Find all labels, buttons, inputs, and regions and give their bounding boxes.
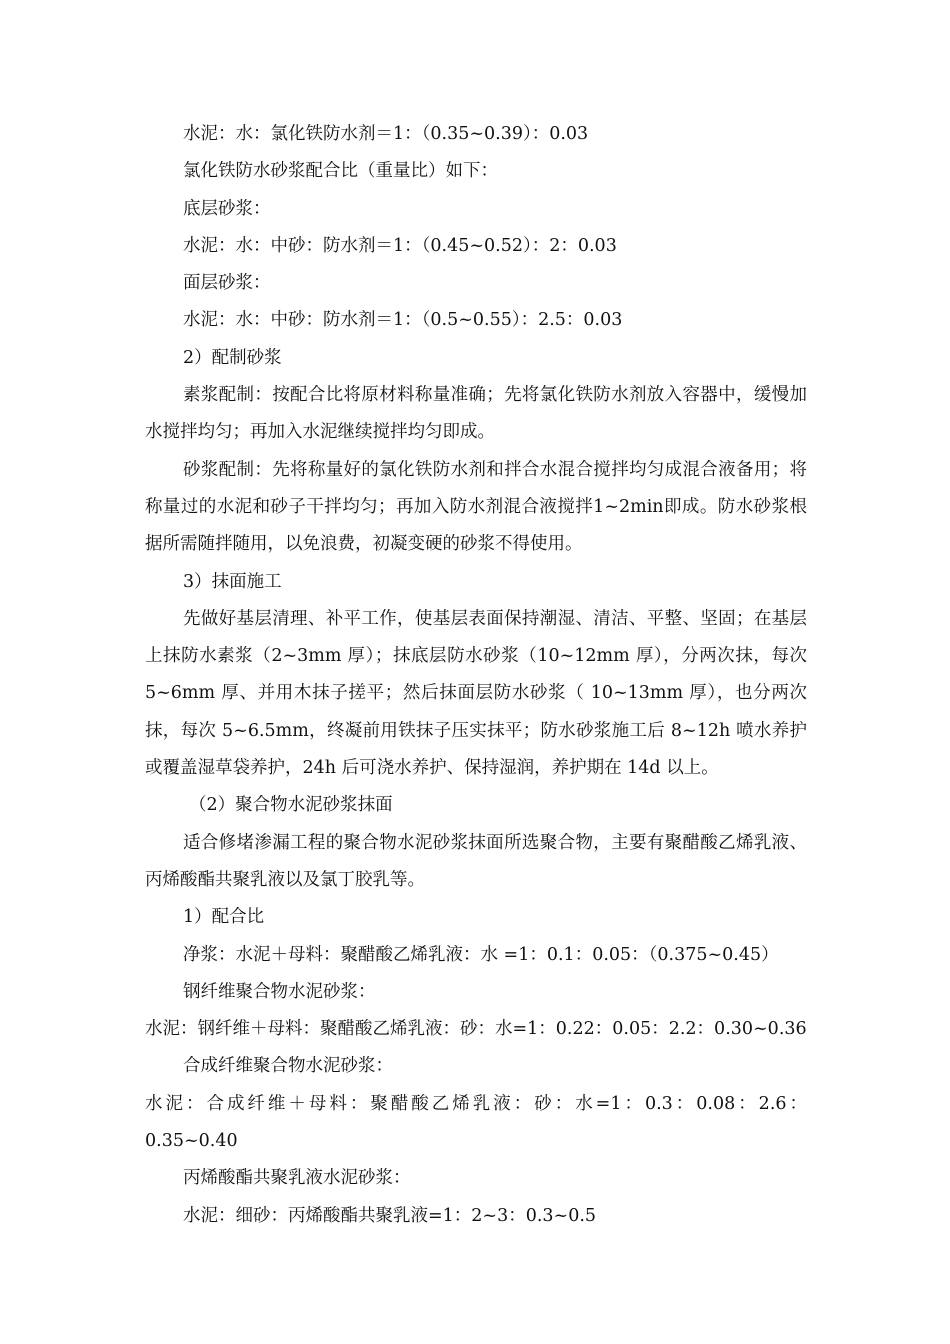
base-layer-heading: 底层砂浆： bbox=[183, 198, 271, 219]
acrylic-emulsion-heading: 丙烯酸酯共聚乳液水泥砂浆： bbox=[183, 1168, 411, 1189]
section-heading-plastering: 3）抹面施工 bbox=[183, 571, 282, 592]
steel-fiber-ratio: 水泥：钢纤维＋母料：聚醋酸乙烯乳液：砂：水=1：0.22：0.05：2.2：0.30~0.36 bbox=[145, 1019, 807, 1040]
paragraph-polymer-intro: 适合修堵渗漏工程的聚合物水泥砂浆抹面所选聚合物，主要有聚醋酸乙烯乳液、丙烯酸酯共聚乳液以及氯丁胶乳等。 bbox=[145, 832, 807, 890]
steel-fiber-heading: 钢纤维聚合物水泥砂浆： bbox=[183, 981, 376, 1002]
acrylic-emulsion-ratio: 水泥：细砂：丙烯酸酯共聚乳液=1：2~3：0.3~0.5 bbox=[183, 1205, 597, 1226]
paragraph-plastering-construction: 先做好基层清理、补平工作，使基层表面保持潮湿、清洁、平整、坚固；在基层上抹防水素浆（2~3mm 厚）；抹底层防水砂浆（10~12mm 厚），分两次抹，每次 5~6mm 厚、并用木抹子搓平；然后抹面层防水砂浆（ 10~13mm 厚），也分两次抹，每次 5~6.5mm，终凝前用铁抹子压实抹平；防水砂浆施工后 8~12h 喷水养护或覆盖湿草袋养护，24h 后可浇水养护、保持湿润，养护期在 14d 以上。 bbox=[145, 608, 807, 779]
surface-layer-ratio: 水泥：水：中砂：防水剂＝1：（0.5~0.55）：2.5：0.03 bbox=[183, 310, 623, 331]
section-heading-mix-ratio: 1）配合比 bbox=[183, 907, 265, 928]
synthetic-fiber-heading: 合成纤维聚合物水泥砂浆： bbox=[183, 1056, 393, 1077]
mix-ratio-paste: 水泥：水：氯化铁防水剂＝1：（0.35~0.39）：0.03 bbox=[183, 124, 589, 144]
section-heading-prepare-mortar: 2）配制砂浆 bbox=[183, 347, 282, 368]
mortar-ratio-intro: 氯化铁防水砂浆配合比（重量比）如下： bbox=[183, 161, 498, 182]
neat-paste-ratio: 净浆：水泥＋母料：聚醋酸乙烯乳液：水 =1：0.1：0.05：（0.375~0.45） bbox=[183, 944, 779, 965]
paragraph-paste-preparation: 素浆配制：按配合比将原材料称量准确；先将氯化铁防水剂放入容器中，缓慢加水搅拌均匀；再加入水泥继续搅拌均匀即成。 bbox=[145, 385, 807, 443]
paragraph-mortar-preparation: 砂浆配制：先将称量好的氯化铁防水剂和拌合水混合搅拌均匀成混合液备用；将称量过的水泥和砂子干拌均匀；再加入防水剂混合液搅拌1~2min即成。防水砂浆根据所需随拌随用，以免浪费，初凝变硬的砂浆不得使用。 bbox=[145, 459, 807, 555]
synthetic-fiber-ratio: 水泥：合成纤维＋母料：聚醋酸乙烯乳液：砂：水=1：0.3：0.08：2.6：0.35~0.40 bbox=[145, 1093, 807, 1152]
document-body bbox=[145, 116, 807, 1235]
surface-layer-heading: 面层砂浆： bbox=[183, 273, 271, 294]
base-layer-ratio: 水泥：水：中砂：防水剂＝1：（0.45~0.52）：2：0.03 bbox=[183, 235, 617, 256]
section-heading-polymer-mortar: （2）聚合物水泥砂浆抹面 bbox=[189, 795, 393, 816]
